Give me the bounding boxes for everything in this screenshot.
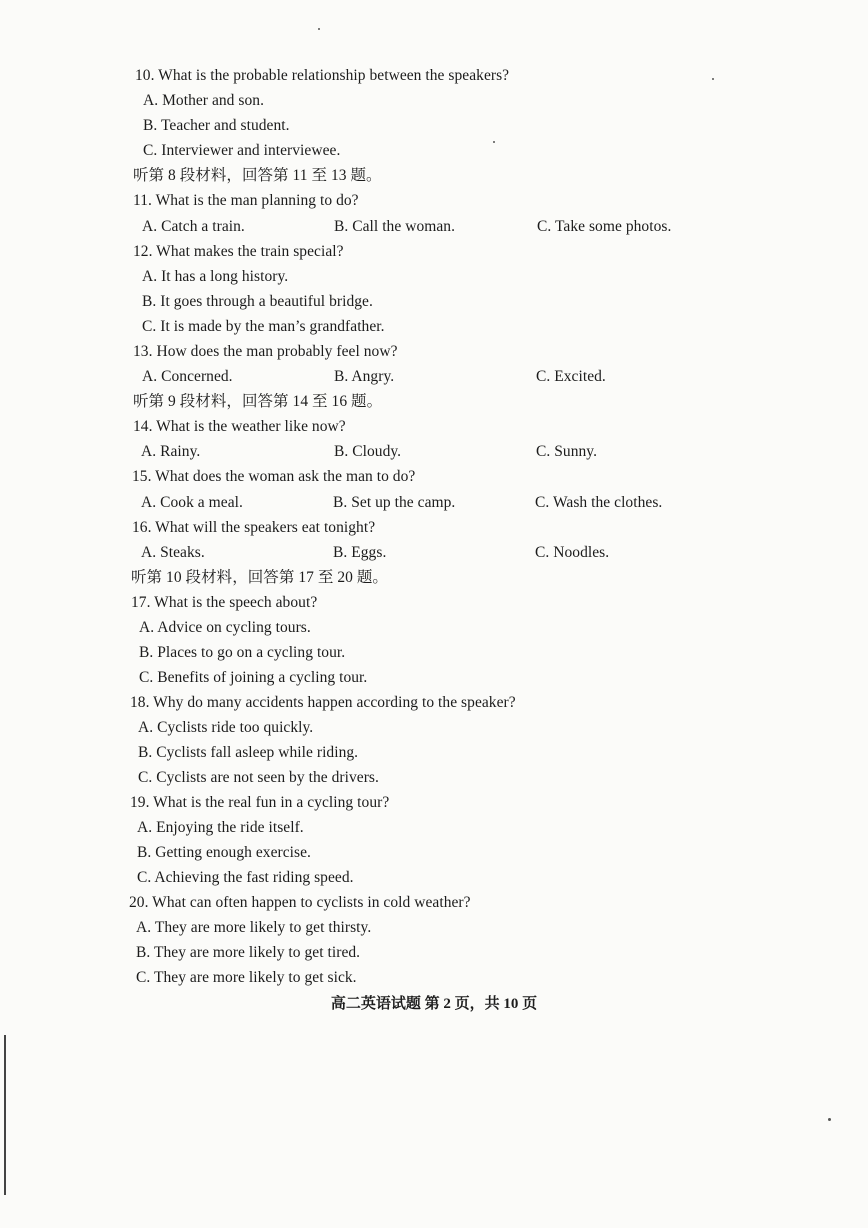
option-18-c: C. Cyclists are not seen by the drivers.	[138, 769, 379, 786]
option-18-b: B. Cyclists fall asleep while riding.	[138, 744, 359, 761]
option-12-a: A. It has a long history.	[142, 268, 289, 285]
option-16-a: A. Steaks.	[141, 544, 205, 561]
scan-speck	[318, 28, 320, 30]
option-13-b: B. Angry.	[334, 368, 395, 385]
option-11-b: B. Call the woman.	[334, 218, 456, 235]
option-15-c: C. Wash the clothes.	[535, 494, 663, 511]
option-15-a: A. Cook a meal.	[141, 494, 243, 511]
option-13-c: C. Excited.	[536, 368, 606, 385]
option-20-b: B. They are more likely to get tired.	[136, 944, 361, 961]
question-13: 13. How does the man probably feel now?	[133, 343, 398, 360]
question-11: 11. What is the man planning to do?	[133, 192, 359, 209]
question-19: 19. What is the real fun in a cycling tour?	[130, 794, 390, 811]
option-15-b: B. Set up the camp.	[333, 494, 456, 511]
question-16: 16. What will the speakers eat tonight?	[132, 519, 376, 536]
option-14-a: A. Rainy.	[141, 443, 201, 460]
option-20-a: A. They are more likely to get thirsty.	[136, 919, 372, 936]
option-19-a: A. Enjoying the ride itself.	[137, 819, 304, 836]
scan-speck	[712, 78, 714, 80]
section-instruction-8: 听第 8 段材料，回答第 11 至 13 题。	[133, 167, 382, 184]
option-11-c: C. Take some photos.	[537, 218, 672, 235]
question-12: 12. What makes the train special?	[133, 243, 344, 260]
question-20: 20. What can often happen to cyclists in cold weather?	[129, 894, 471, 911]
option-14-b: B. Cloudy.	[334, 443, 402, 460]
question-15: 15. What does the woman ask the man to do?	[132, 468, 416, 485]
option-14-c: C. Sunny.	[536, 443, 598, 460]
option-12-b: B. It goes through a beautiful bridge.	[142, 293, 373, 310]
option-16-c: C. Noodles.	[535, 544, 610, 561]
option-11-a: A. Catch a train.	[142, 218, 245, 235]
option-17-c: C. Benefits of joining a cycling tour.	[139, 669, 368, 686]
question-14: 14. What is the weather like now?	[133, 418, 346, 435]
option-19-b: B. Getting enough exercise.	[137, 844, 311, 861]
option-18-a: A. Cyclists ride too quickly.	[138, 719, 314, 736]
option-12-c: C. It is made by the man’s grandfather.	[142, 318, 385, 335]
option-17-b: B. Places to go on a cycling tour.	[139, 644, 346, 661]
scan-speck	[828, 1118, 831, 1121]
option-20-c: C. They are more likely to get sick.	[136, 969, 357, 986]
option-17-a: A. Advice on cycling tours.	[139, 619, 311, 636]
question-18: 18. Why do many accidents happen according to the speaker?	[130, 694, 516, 711]
option-19-c: C. Achieving the fast riding speed.	[137, 869, 354, 886]
option-16-b: B. Eggs.	[333, 544, 387, 561]
section-instruction-9: 听第 9 段材料，回答第 14 至 16 题。	[133, 393, 383, 410]
scan-edge-line	[4, 1035, 6, 1195]
page-footer: 高二英语试题 第 2 页，共 10 页	[330, 996, 538, 1012]
option-13-a: A. Concerned.	[142, 368, 233, 385]
question-10: 10. What is the probable relationship between the speakers?	[135, 67, 510, 84]
option-10-b: B. Teacher and student.	[143, 117, 290, 134]
question-17: 17. What is the speech about?	[131, 594, 318, 611]
section-instruction-10: 听第 10 段材料，回答第 17 至 20 题。	[131, 569, 388, 586]
scan-speck	[493, 141, 495, 143]
option-10-c: C. Interviewer and interviewee.	[143, 142, 341, 159]
option-10-a: A. Mother and son.	[143, 92, 265, 109]
